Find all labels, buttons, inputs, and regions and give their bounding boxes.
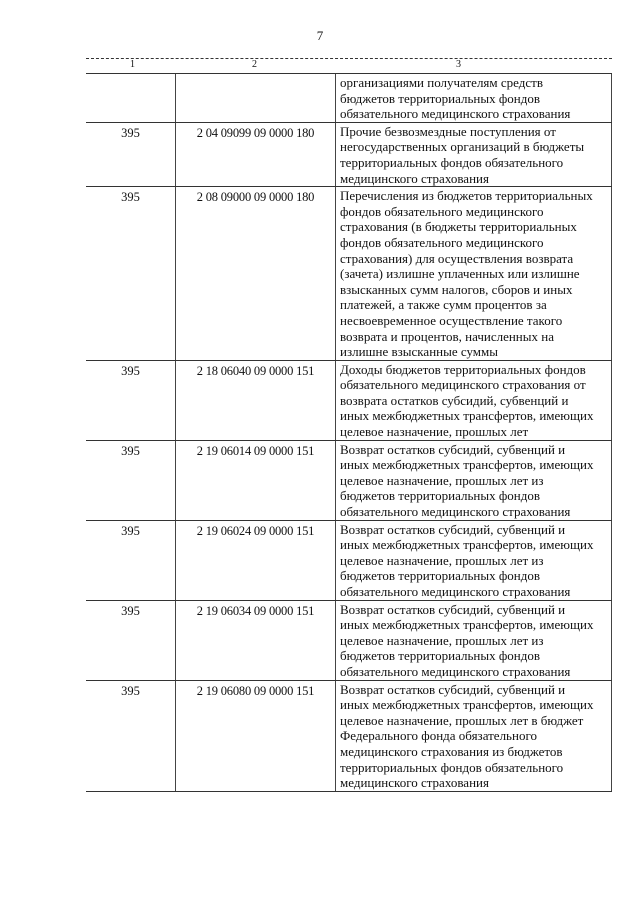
description-line: несвоевременное осуществление такого: [340, 312, 563, 328]
description-line: Возврат остатков субсидий, субвенций и: [340, 681, 566, 697]
description-line: Прочие безвозмездные поступления от: [340, 123, 556, 139]
description-line: страхования (в бюджеты территориальных: [340, 219, 577, 235]
description-line: обязательного медицинского страхования от: [340, 377, 586, 393]
description-line: целевое назначение, прошлых лет: [340, 424, 529, 440]
budget-classification-code-cell: 2 08 09000 09 0000 180: [176, 187, 336, 360]
description-line: негосударственных организаций в бюджеты: [340, 139, 585, 155]
table-row: [86, 187, 612, 361]
budget-classification-code-cell: 2 19 06034 09 0000 151: [176, 601, 336, 680]
admin-code-cell: 395: [86, 361, 176, 440]
column-header-3: 3: [456, 59, 461, 70]
description-line: иных межбюджетных трансфертов, имеющих: [340, 457, 594, 473]
description-line: возврата остатков субсидий, субвенций и: [340, 392, 569, 408]
admin-code-cell: 395: [86, 441, 176, 520]
description-line: иных межбюджетных трансфертов, имеющих: [340, 617, 594, 633]
table-row: [86, 361, 612, 441]
column-header-2: 2: [252, 59, 257, 70]
description-line: бюджетов территориальных фондов: [340, 90, 541, 106]
description-line: обязательного медицинского страхования: [340, 584, 571, 599]
description-line: медицинского страхования: [340, 775, 489, 791]
table-row: [86, 123, 612, 187]
description-line: платежей, а также сумм процентов за: [340, 297, 547, 313]
budget-classification-code-cell: 2 18 06040 09 0000 151: [176, 361, 336, 440]
description-line: Федерального фонда обязательного: [340, 728, 537, 744]
description-line: иных межбюджетных трансфертов, имеющих: [340, 537, 594, 553]
income-description-cell: [336, 601, 612, 680]
revenue-codes-table: [86, 58, 612, 792]
description-line: фондов обязательного медицинского: [340, 234, 544, 250]
description-line: территориальных фондов обязательного: [340, 759, 564, 775]
admin-code-cell: 395: [86, 123, 176, 186]
admin-code-cell: [86, 74, 176, 122]
admin-code-cell: 395: [86, 681, 176, 791]
description-line: целевое назначение, прошлых лет из: [340, 632, 544, 648]
description-line: целевое назначение, прошлых лет из: [340, 552, 544, 568]
budget-classification-code-cell: 2 04 09099 09 0000 180: [176, 123, 336, 186]
description-line: обязательного медицинского страхования: [340, 663, 571, 679]
income-description-cell: [336, 681, 612, 791]
description-line: фондов обязательного медицинского: [340, 203, 544, 219]
budget-classification-code-cell: 2 19 06080 09 0000 151: [176, 681, 336, 791]
description-line: медицинского страхования: [340, 170, 489, 186]
description-line: организациями получателям средств: [340, 75, 543, 90]
description-line: взысканных сумм налогов, сборов и иных: [340, 281, 573, 297]
budget-classification-code-cell: [176, 74, 336, 122]
description-line: Возврат остатков субсидий, субвенций и: [340, 601, 566, 617]
table-row: [86, 521, 612, 601]
description-line: обязательного медицинского страхования: [340, 106, 571, 122]
description-line: Перечисления из бюджетов территориальных: [340, 188, 593, 204]
description-line: целевое назначение, прошлых лет в бюджет: [340, 712, 584, 728]
table-header-row: [86, 58, 612, 74]
description-line: бюджетов территориальных фондов: [340, 568, 541, 584]
table-row: [86, 681, 612, 792]
admin-code-cell: 395: [86, 601, 176, 680]
income-description-cell: [336, 441, 612, 520]
page-number: 7: [316, 28, 324, 43]
income-description-cell: [336, 187, 612, 360]
description-line: иных межбюджетных трансфертов, имеющих: [340, 697, 594, 713]
income-description-cell: [336, 123, 612, 186]
admin-code-cell: 395: [86, 521, 176, 600]
admin-code-cell: 395: [86, 187, 176, 360]
budget-classification-code-cell: 2 19 06014 09 0000 151: [176, 441, 336, 520]
income-description-cell: [336, 521, 612, 600]
description-line: Возврат остатков субсидий, субвенций и: [340, 441, 566, 457]
description-line: бюджетов территориальных фондов: [340, 648, 541, 664]
column-header-1: 1: [130, 59, 135, 70]
table-row: [86, 601, 612, 681]
description-line: излишне взысканные суммы: [340, 344, 498, 360]
income-description-cell: [336, 361, 612, 440]
description-line: (зачета) излишне уплаченных или излишне: [340, 266, 580, 282]
description-line: бюджетов территориальных фондов: [340, 488, 541, 504]
description-line: страхования) для осуществления возврата: [340, 250, 574, 266]
description-line: обязательного медицинского страхования: [340, 504, 571, 520]
description-line: Доходы бюджетов территориальных фондов: [340, 361, 586, 377]
table-row: [86, 74, 612, 123]
description-line: иных межбюджетных трансфертов, имеющих: [340, 408, 594, 424]
description-line: территориальных фондов обязательного: [340, 154, 564, 170]
table-body: [86, 74, 612, 792]
description-line: Возврат остатков субсидий, субвенций и: [340, 521, 566, 537]
income-description-cell: [336, 74, 612, 122]
description-line: медицинского страхования из бюджетов: [340, 743, 563, 759]
table-row: [86, 441, 612, 521]
budget-classification-code-cell: 2 19 06024 09 0000 151: [176, 521, 336, 600]
description-line: возврата и процентов, начисленных на: [340, 328, 554, 344]
description-line: целевое назначение, прошлых лет из: [340, 472, 544, 488]
